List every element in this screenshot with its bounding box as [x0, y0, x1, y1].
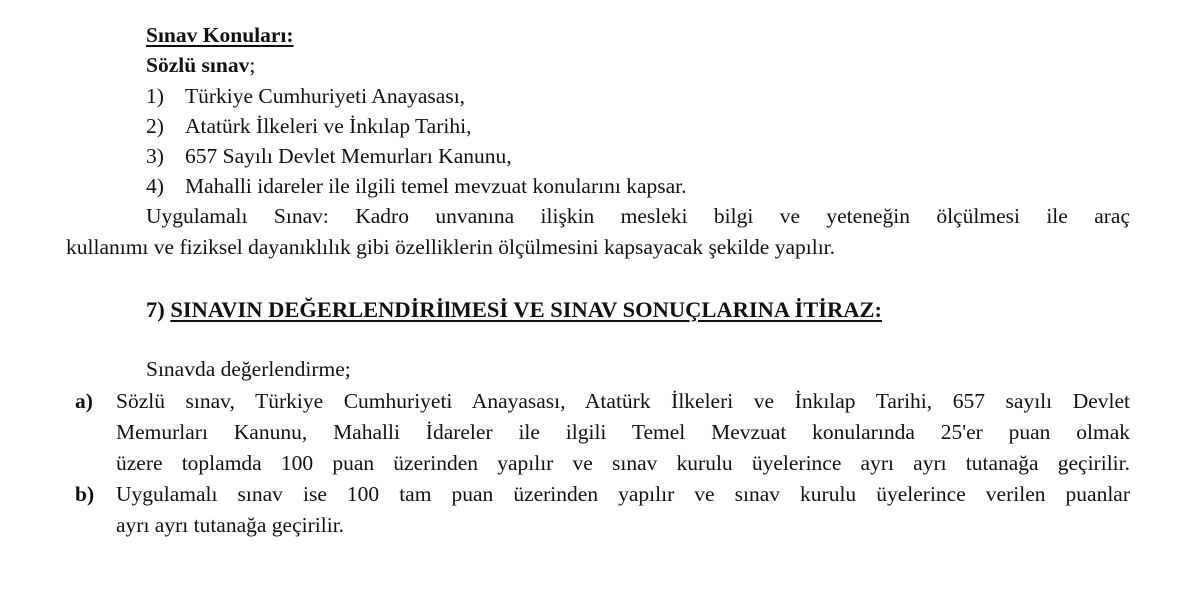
evaluation-intro: Sınavda değerlendirme; — [146, 357, 351, 381]
exam-topic-text: Türkiye Cumhuriyeti Anayasası, — [185, 84, 466, 108]
oral-exam-line — [146, 50, 255, 81]
evaluation-item-label: b) — [75, 482, 95, 506]
section-7-heading — [146, 294, 882, 325]
exam-topic-number: 4) — [146, 174, 164, 198]
exam-topic-number: 2) — [146, 114, 164, 138]
exam-topic-text: 657 Sayılı Devlet Memurları Kanunu, — [185, 144, 512, 168]
exam-topic-item — [146, 81, 164, 112]
exam-topic-text: Atatürk İlkeleri ve İnkılap Tarihi, — [185, 114, 472, 138]
exam-topic-number: 3) — [146, 144, 164, 168]
evaluation-item-a-line-3: üzere toplamda 100 puan üzerinden yapılır ve sınav kurulu üyelerince ayrı ayrı tutanağa geçirilir. — [116, 451, 1130, 475]
exam-topics-heading: Sınav Konuları: — [146, 23, 294, 47]
applied-exam-line-1: Uygulamalı Sınav: Kadro unvanına ilişkin mesleki bilgi ve yeteneğin ölçülmesi ile araç — [146, 204, 1130, 228]
exam-topic-item — [146, 111, 164, 142]
section-7-number: 7) — [146, 297, 165, 322]
evaluation-item-label: a) — [75, 389, 93, 413]
applied-exam-line-2: kullanımı ve fiziksel dayanıklılık gibi özelliklerin ölçülmesini kapsayacak şekilde yapılır. — [66, 235, 836, 259]
oral-exam-label: Sözlü sınav — [146, 53, 250, 77]
exam-topic-number: 1) — [146, 84, 164, 108]
exam-topic-item — [146, 171, 164, 202]
exam-topic-item — [146, 141, 164, 172]
evaluation-item-b-line-2: ayrı ayrı tutanağa geçirilir. — [116, 513, 345, 537]
oral-exam-suffix: ; — [249, 53, 256, 77]
section-7-title: SINAVIN DEĞERLENDİRİlMESİ VE SINAV SONUÇLARINA İTİRAZ: — [170, 297, 883, 322]
evaluation-item-a-line-1: Sözlü sınav, Türkiye Cumhuriyeti Anayasası, Atatürk İlkeleri ve İnkılap Tarihi, 657 sayılı Devlet — [116, 389, 1130, 413]
evaluation-item-a-line-2: Memurları Kanunu, Mahalli İdareler ile ilgili Temel Mevzuat konularında 25'er puan olmak — [116, 420, 1130, 444]
evaluation-item-b-line-1: Uygulamalı sınav ise 100 tam puan üzerinden yapılır ve sınav kurulu üyelerince verilen puanlar — [116, 482, 1130, 506]
exam-topic-text: Mahalli idareler ile ilgili temel mevzuat konularını kapsar. — [185, 174, 687, 198]
